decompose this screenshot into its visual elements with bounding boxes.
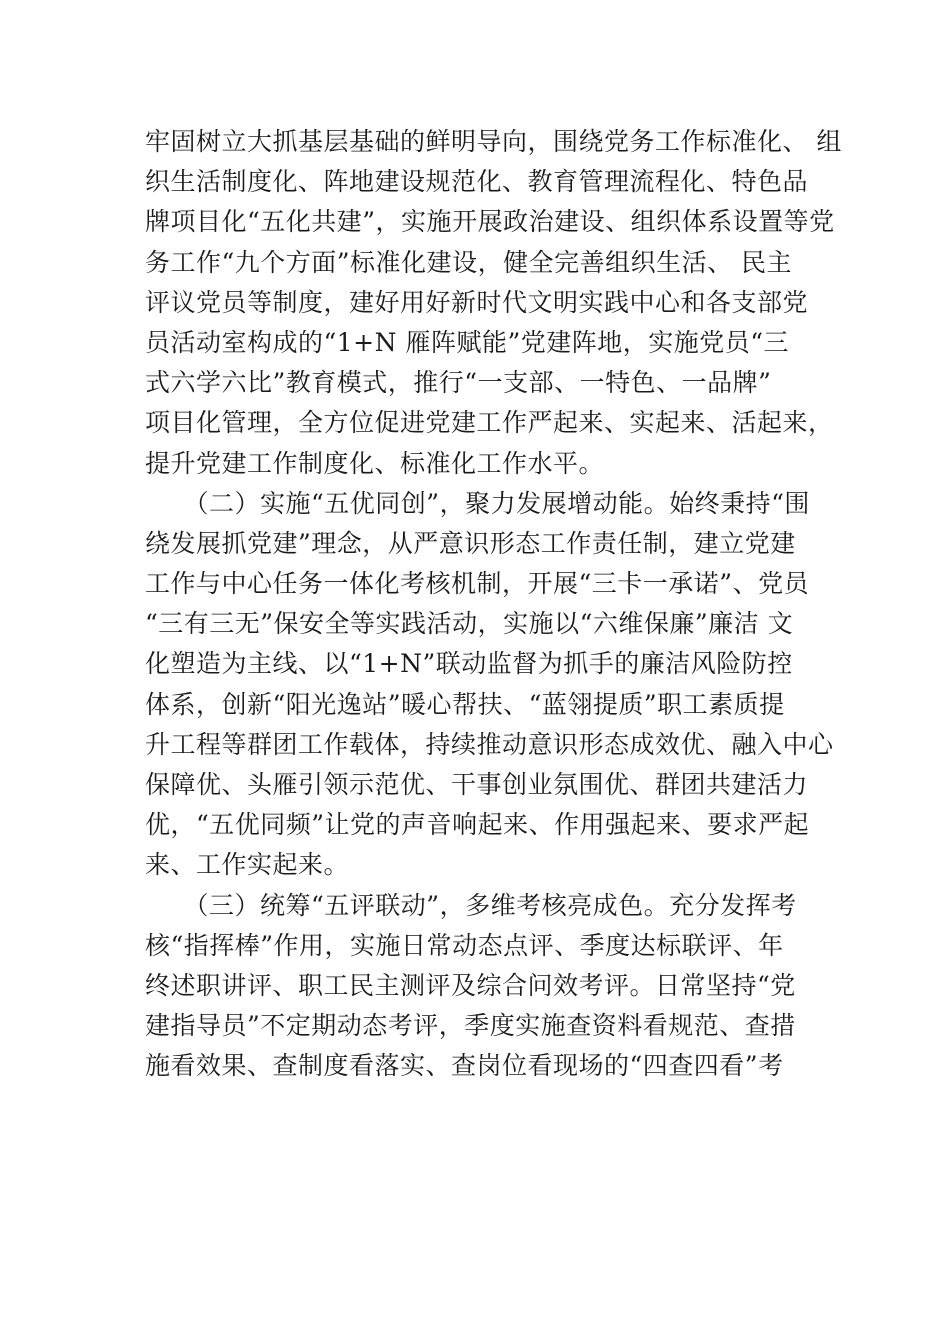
text-line: 核“指挥棒”作用，实施日常动态点评、季度达标联评、年 [145,930,784,960]
text-line: 项目化管理，全方位促进党建工作严起来、实起来、活起来， [145,408,834,438]
text-line: 牢固树立大抓基层基础的鲜明导向，围绕党务工作标准化、 组 [145,127,842,156]
text-line: 体系，创新“阳光逸站”暖心帮扶、“蓝翎提质”职工素质提 [145,689,785,719]
text-line: 式六学六比”教育模式，推行“一支部、一特色、一品牌” [145,368,772,398]
section-heading-line: （二）实施“五优同创”，聚力发展增动能。始终秉持“围 [145,488,810,518]
text-line: 升工程等群团工作载体，持续推动意识形态成效优、融入中心 [145,729,834,759]
text-line: 评议党员等制度，建好用好新时代文明实践中心和各支部党 [145,287,809,317]
text-line: 提升党建工作制度化、标准化工作水平。 [145,448,605,478]
text-line: 务工作“九个方面”标准化建设，健全完善组织生活、 民主 [145,247,793,277]
text-line: 员活动室构成的“1+N 雁阵赋能”党建阵地，实施党员“三 [145,327,790,357]
text-line: 保障优、头雁引领示范优、干事创业氛围优、群团共建活力 [145,770,809,799]
text-line: 织生活制度化、阵地建设规范化、教育管理流程化、特色品 [145,167,809,197]
text-line: 工作与中心任务一体化考核机制，开展“三卡一承诺”、党员 [145,569,810,599]
section-heading-line: （三）统筹“五评联动”，多维考核亮成色。充分发挥考 [145,890,797,920]
text-line: 绕发展抓党建”理念，从严意识形态工作责任制，建立党建 [145,528,796,558]
text-line: 终述职讲评、职工民主测评及综合问效考评。日常坚持“党 [145,970,796,1000]
text-line: 建指导员”不定期动态考评，季度实施查资料看规范、查措 [145,1011,796,1041]
text-line: 施看效果、查制度看落实、查岗位看现场的“四查四看”考 [145,1051,784,1081]
text-line: 来、工作实起来。 [145,850,350,880]
text-line: 化塑造为主线、以“1+N”联动监督为抓手的廉洁风险防控 [145,649,793,679]
text-line: 牌项目化“五化共建”，实施开展政治建设、组织体系设置等党 [145,207,835,237]
text-line: 优，“五优同频”让党的声音响起来、作用强起来、要求严起 [145,810,810,840]
document-body [145,122,842,1087]
text-line: “三有三无”保安全等实践活动，实施以“六维保廉”廉洁 文 [145,609,794,639]
